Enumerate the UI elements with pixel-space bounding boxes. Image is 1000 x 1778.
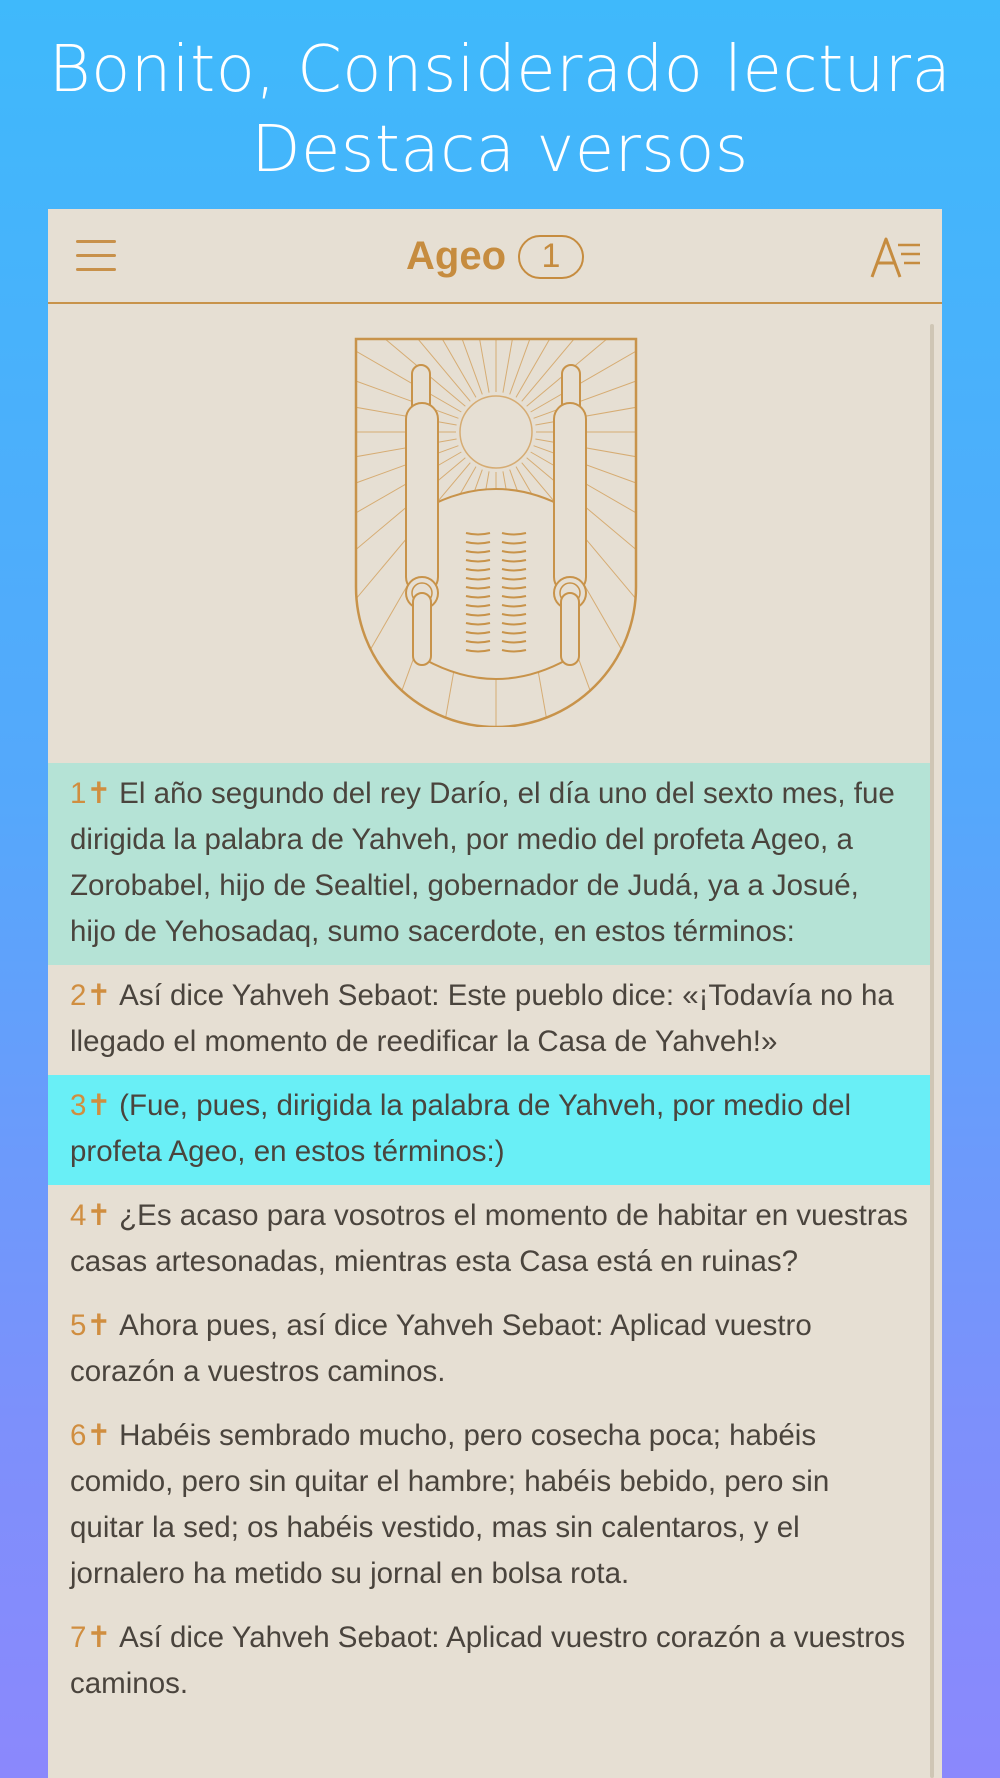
verse-number: 4: [70, 1199, 87, 1232]
verse-text: Así dice Yahveh Sebaot: Este pueblo dice: «¡Todavía no ha llegado el momento de reedificar la Casa de Yahveh!»: [70, 979, 894, 1058]
cross-icon: ✝: [86, 1419, 112, 1452]
verse-number: 2: [70, 979, 87, 1012]
verse-number: 7: [70, 1621, 87, 1654]
reader-screen: [48, 209, 942, 1778]
promo-line-1: Bonito, Considerado lectura: [48, 33, 952, 107]
promo-caption: [0, 30, 1000, 190]
chapter-selector[interactable]: 1: [518, 235, 584, 279]
verse-2[interactable]: [48, 965, 932, 1075]
cross-icon: ✝: [86, 979, 112, 1012]
verse-6[interactable]: [48, 1405, 932, 1607]
scrollbar[interactable]: [930, 324, 934, 1778]
verse-list: [48, 763, 932, 1717]
verse-4[interactable]: [48, 1185, 932, 1295]
cross-icon: ✝: [86, 1089, 112, 1122]
verse-text: Habéis sembrado mucho, pero cosecha poca; habéis comido, pero sin quitar el hambre; habéis bebido, pero sin quitar la sed; os habéis vestido, mas sin calentaros, y el jornalero ha metido su jornal en bolsa rota.: [70, 1419, 830, 1590]
verse-number: 3: [70, 1089, 87, 1122]
promo-line-2: Destaca versos: [251, 113, 749, 187]
verse-5[interactable]: [48, 1295, 932, 1405]
book-name[interactable]: Ageo: [406, 234, 506, 278]
cross-icon: ✝: [86, 777, 112, 810]
verse-text: ¿Es acaso para vosotros el momento de habitar en vuestras casas artesonadas, mientras esta Casa está en ruinas?: [70, 1199, 908, 1278]
verse-1[interactable]: [48, 763, 932, 965]
cross-icon: ✝: [86, 1309, 112, 1342]
verse-number: 5: [70, 1309, 87, 1342]
chapter-title: [48, 209, 942, 304]
verse-7[interactable]: [48, 1607, 932, 1717]
verse-number: 6: [70, 1419, 87, 1452]
scroll-emblem-icon: [354, 337, 638, 727]
navigation-bar: [48, 209, 942, 304]
cross-icon: ✝: [86, 1621, 112, 1654]
verse-number: 1: [70, 777, 87, 810]
verse-3[interactable]: [48, 1075, 932, 1185]
verse-text: Así dice Yahveh Sebaot: Aplicad vuestro corazón a vuestros caminos.: [70, 1621, 906, 1700]
verse-text: (Fue, pues, dirigida la palabra de Yahveh, por medio del profeta Ageo, en estos términos:): [70, 1089, 852, 1168]
text-size-icon[interactable]: [868, 233, 924, 281]
verse-text: Ahora pues, así dice Yahveh Sebaot: Aplicad vuestro corazón a vuestros caminos.: [70, 1309, 812, 1388]
verse-text: El año segundo del rey Darío, el día uno del sexto mes, fue dirigida la palabra de Yahveh, por medio del profeta Ageo, a Zorobabel, hijo de Sealtiel, gobernador de Judá, ya a Josué, hijo de Yehosadaq, sumo sacerdote, en estos términos:: [70, 777, 895, 948]
cross-icon: ✝: [86, 1199, 112, 1232]
